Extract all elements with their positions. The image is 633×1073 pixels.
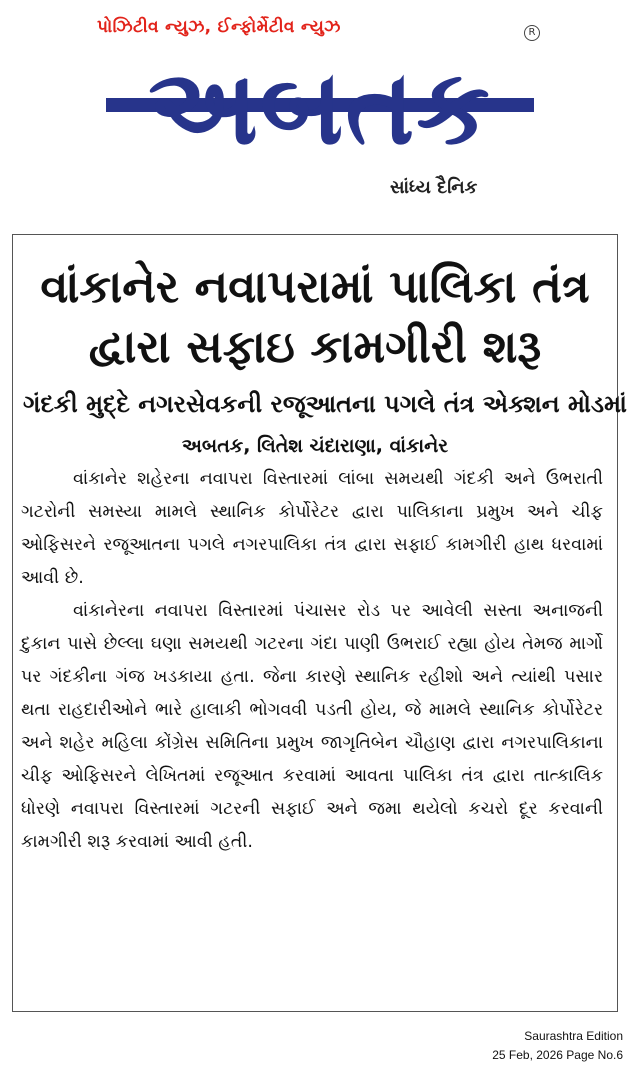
article-body <box>21 463 603 859</box>
logo-wordmark: અબતક <box>148 48 492 168</box>
article-paragraph: વાંકાનેર શહેરના નવાપરા વિસ્તારમાં લાંબા સમયથી ગંદકી અને ઉભરાતી ગટરોની સમસ્યા મામલે સ્થાનિક કોર્પોરેટર દ્વારા પાલિકાના પ્રમુખ અને ચીફ ઓફિસરને રજૂઆતના પગલે નગરપાલિકા તંત્ર દ્વારા સફાઈ કામગીરી હાથ ધરવામાં આવી છે. <box>21 469 603 588</box>
page-footer <box>492 1027 623 1065</box>
newspaper-logo[interactable] <box>96 48 544 170</box>
masthead <box>0 0 633 220</box>
article-box <box>12 234 627 1012</box>
article-subheadline: ગંદકી મુદ્દે નગરસેવકની રજૂઆતના પગલે તંત્ર એક્શન મોડમાં <box>23 390 627 418</box>
article-paragraph: વાંકાનેરના નવાપરા વિસ્તારમાં પંચાસર રોડ પર આવેલી સસ્તા અનાજની દુકાન પાસે છેલ્લા ઘણા સમયથી ગટરના ગંદા પાણી ઉભરાઈ રહ્યા હોય તેમજ માર્ગો પર ગંદકીના ગંજ ખડકાયા હતા. જેના કારણે સ્થાનિક રહીશો અને ત્યાંથી પસાર થતા રાહદારીઓને ભારે હાલાકી ભોગવવી પડતી હોય, જે મામલે સ્થાનિક કોર્પોરેટર અને શહેર મહિલા કોંગ્રેસ સમિતિના પ્રમુખ જાગૃતિબેન ચૌહાણ દ્વારા નગરપાલિકાના ચીફ ઓફિસરને લેખિતમાં રજૂઆત કરવામાં આવતા પાલિકા તંત્ર દ્વારા તાત્કાલિક ધોરણે નવાપરા વિસ્તારમાં ગટરની સફાઈ અને જમા થયેલો કચરો દૂર કરવાની કામગીરી શરૂ કરવામાં આવી હતી. <box>21 601 603 852</box>
article-byline: અબતક, લિતેશ ચંદારાણા, વાંકાનેર <box>181 435 449 457</box>
article-headline: વાંકાનેર નવાપરામાં પાલિકા તંત્ર દ્વારા સફાઇ કામગીરી શરૂ <box>40 260 590 373</box>
footer-edition: Saurashtra Edition <box>524 1029 623 1043</box>
edition-type-label: સાંધ્ય દૈનિક <box>390 177 478 198</box>
registered-trademark-icon: R <box>524 25 540 41</box>
footer-date-page: 25 Feb, 2026 Page No.6 <box>492 1048 623 1062</box>
masthead-tagline: પોઝિટીવ ન્યુઝ, ઈન્ફોર્મેટીવ ન્યુઝ <box>97 17 341 37</box>
